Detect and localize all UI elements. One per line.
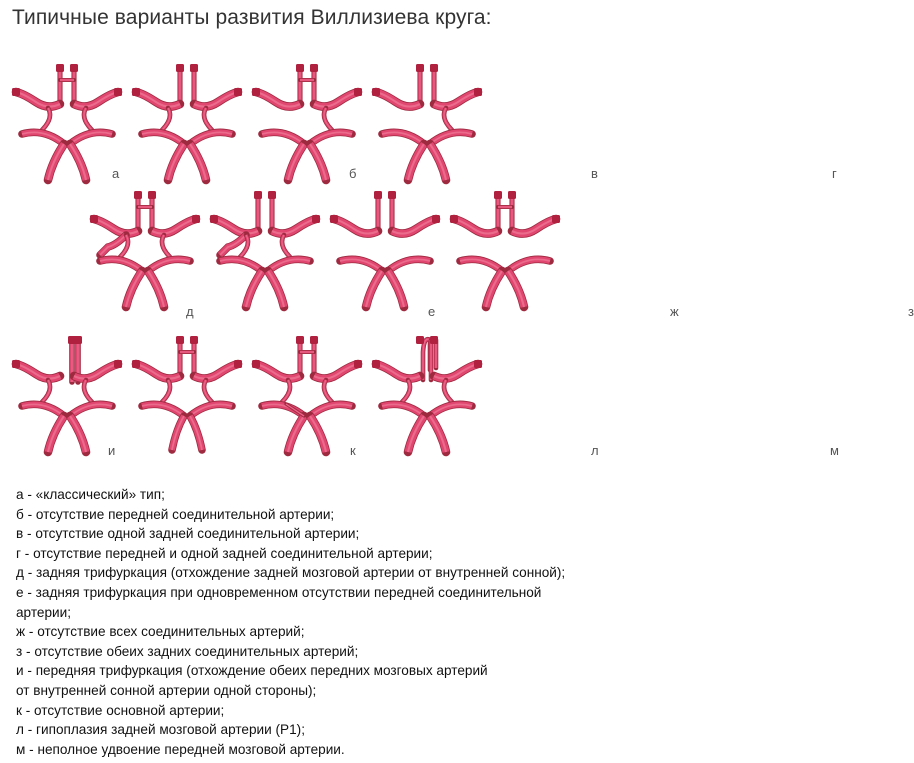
legend [16,485,648,759]
variant-label: б [349,166,357,181]
circle-of-willis-drawing [86,185,204,315]
variant-label: л [591,443,599,458]
legend-text: отсутствие основной артерии; [34,702,225,718]
variant-label: е [428,304,436,319]
aca-end [134,191,142,199]
aca-end [494,191,502,199]
circle-of-willis-drawing [206,185,324,315]
legend-item: и - передняя трифуркация (отхождение обеих передних мозговых артерий от внутренней сонной артерии одной стороны); [16,661,648,700]
left-posterior-communicating-artery [42,380,50,402]
left-posterior-communicating-artery [42,108,50,130]
mca-end [450,215,458,223]
legend-text: отсутствие одной задней соединительной артерии; [35,526,360,542]
legend-key: а [16,487,24,502]
aca-end [56,64,64,72]
variant-label: м [830,443,839,458]
legend-text: отсутствие передней и одной задней соединительной артерии; [33,545,433,561]
legend-key: м [16,741,26,757]
aca-end [310,64,318,72]
legend-key: г [16,545,21,561]
aca-end [388,191,396,199]
legend-item: а - «классический» тип; [16,487,165,502]
page-title: Типичные варианты развития Виллизиева круга: [12,6,492,29]
aca-end [416,64,424,72]
aca-end [190,64,198,72]
legend-text: отсутствие всех соединительных артерий; [37,624,305,640]
mca-end [210,215,218,223]
variant-label: д [186,304,194,319]
legend-item: е - задняя трифуркация при одновременном отсутствии передней соединительной артерии; [16,583,648,622]
circle-of-willis-drawing [326,185,444,315]
aca-end [430,64,438,72]
variant-label: а [112,166,120,181]
right-posterior-communicating-artery [84,380,92,402]
variant-fetal-pca-no-acom [206,185,436,319]
mca-end [330,215,338,223]
mca-end [114,88,122,96]
aca-end [374,191,382,199]
legend-text-continued: от внутренней сонной артерии одной стороны); [16,682,317,698]
legend-item: к - отсутствие основной артерии; [16,702,225,718]
right-posterior-communicating-artery [162,235,170,257]
variant-label: к [350,443,356,458]
circle-of-willis-drawing [128,58,246,188]
legend-text: задняя трифуркация (отхождение задней мозговой артерии от внутренней сонной); [36,565,566,581]
mca-end [552,215,560,223]
right-posterior-communicating-artery [204,380,212,402]
legend-item: л - гипоплазия задней мозговой артерии (P1); [16,722,305,738]
circle-of-willis-drawing [248,330,366,460]
mca-end [234,360,242,368]
variant-no-com [326,185,679,319]
left-posterior-communicating-artery [162,380,170,402]
circle-of-willis-drawing [248,58,366,188]
right-posterior-communicating-artery [324,380,332,402]
variant-label: и [108,443,116,458]
circle-of-willis-drawing [368,330,486,460]
variant-aca-duplication [368,330,839,460]
mca-end [312,215,320,223]
mca-end [132,360,140,368]
legend-item: г - отсутствие передней и одной задней соединительной артерии; [16,545,433,561]
aca-end [508,191,516,199]
right-posterior-communicating-artery [324,108,332,130]
legend-key: д [16,565,24,581]
right-posterior-communicating-artery [444,380,452,402]
legend-text-continued: артерии; [16,604,71,620]
mca-end [474,360,482,368]
aca-end [416,336,424,344]
legend-text: гипоплазия задней мозговой артерии (P1); [36,722,305,738]
variant-classic [8,58,126,188]
circle-of-willis-drawing [368,58,486,188]
circle-of-willis-drawing [8,330,126,460]
variant-no-acom [128,58,357,188]
legend-item: ж - отсутствие всех соединительных артерий; [16,624,305,640]
variant-p1-hypoplasia [248,330,599,460]
legend-text: передняя трифуркация (отхождение обеих передних мозговых артерий [35,663,488,679]
circle-of-willis-drawing [446,185,564,315]
legend-key: б [16,506,24,522]
aca-end [296,64,304,72]
legend-text: «классический» тип; [35,487,165,502]
mca-end [474,88,482,96]
legend-key: з [16,643,23,659]
mca-end [354,88,362,96]
legend-item: з - отсутствие обеих задних соединительных артерий; [16,643,359,659]
legend-text: отсутствие передней соединительной артерии; [35,506,335,522]
variant-label: г [832,166,837,181]
variant-label: з [908,304,914,319]
mca-end [372,88,380,96]
mca-end [132,88,140,96]
right-posterior-communicating-artery [84,108,92,130]
aca-end [148,191,156,199]
mca-end [354,360,362,368]
legend-key: и [16,663,24,679]
legend-text: задняя трифуркация при одновременном отсутствии передней соединительной [35,584,542,600]
aca-end [190,336,198,344]
aca-end [70,64,78,72]
legend-item: д - задняя трифуркация (отхождение задней мозговой артерии от внутренней сонной); [16,565,566,581]
legend-key: л [16,722,24,738]
aca-end [430,336,438,344]
mca-end [12,360,20,368]
legend-key: в [16,526,24,542]
legend-item: м - неполное удвоение передней мозговой артерии. [16,741,345,757]
mca-end [114,360,122,368]
variant-no-acom-one-pcom [368,58,837,188]
mca-end [372,360,380,368]
mca-end [192,215,200,223]
legend-text: неполное удвоение передней мозговой артерии. [37,741,345,757]
mca-end [12,88,20,96]
variant-fetal-pca [86,185,204,319]
variant-label: ж [670,304,679,319]
aca-end [176,336,184,344]
right-posterior-communicating-artery [444,108,452,130]
variant-one-pcom [248,58,598,188]
mca-end [432,215,440,223]
right-posterior-communicating-artery [282,235,290,257]
aca-end [176,64,184,72]
aca-end [296,336,304,344]
aca-end [310,336,318,344]
left-posterior-communicating-artery [162,108,170,130]
variant-label: в [591,166,598,181]
mca-end [90,215,98,223]
circle-of-willis-drawing [8,58,126,188]
legend-key: е [16,584,24,600]
aca-end [74,336,82,344]
variant-anterior-trifurcation [8,330,126,460]
legend-text: отсутствие обеих задних соединительных артерий; [34,643,359,659]
mca-end [252,360,260,368]
mca-end [234,88,242,96]
mca-end [252,88,260,96]
legend-item: б - отсутствие передней соединительной артерии; [16,506,335,522]
legend-item: в - отсутствие одной задней соединительной артерии; [16,526,360,542]
right-posterior-communicating-artery [204,108,212,130]
variant-no-basilar [128,330,356,460]
variant-no-pcom [446,185,914,319]
aca-end [268,191,276,199]
legend-key: ж [16,624,26,640]
circle-of-willis-drawing [128,330,246,460]
aca-end [254,191,262,199]
left-posterior-communicating-artery [282,380,290,402]
legend-key: к [16,702,22,718]
left-posterior-communicating-artery [402,380,410,402]
